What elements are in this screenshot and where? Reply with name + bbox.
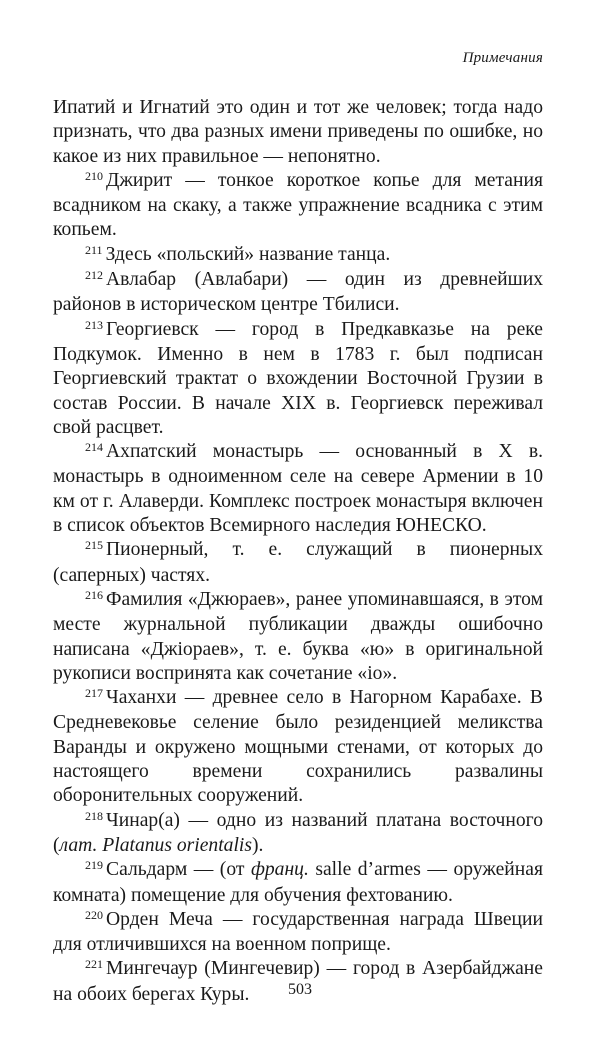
note-text: Здесь «польский» название танца. [105,243,391,265]
note-text-italic: лат. Platanus orientalis [59,834,252,856]
note-number: 218 [85,808,103,823]
page-number: 503 [288,981,312,998]
note-text: Ахпатский монастырь — основанный в X в. монастырь в одноименном селе на севере Армении в 10 км от г. Алаверди. Комплекс построек монастыря включен в список объектов Всемирного наследия ЮНЕСКО. [53,441,543,537]
note-text: Авлабар (Авлабари) — один из древнейших районов в историческом центре Тбилиси. [53,269,543,316]
note-220 [53,908,543,958]
notes-body [53,96,543,1007]
note-number: 214 [85,440,103,455]
note-216 [53,588,543,686]
note-number: 212 [85,268,103,283]
note-text: Сальдарм — (от [106,859,251,881]
note-text: Джирит — тонкое короткое копье для метания всадником на скаку, а также упражнение всадника с этим копьем. [53,169,543,241]
note-number: 211 [85,242,103,257]
note-218 [53,809,543,859]
note-text: salle d’armes — оружейная комната) помещение для обучения фехтованию. [53,859,543,906]
note-text: ). [251,834,264,856]
note-number: 221 [85,957,103,972]
note-214 [53,440,543,538]
note-continuation: Ипатий и Игнатий это один и тот же человек; тогда надо признать, что два разных имени приведены по ошибке, но какое из них правильное — непонятно. [53,97,543,167]
note-number: 213 [85,317,103,332]
note-text: Пионерный, т. е. служащий в пионерных (саперных) частях. [53,539,543,586]
note-211 [53,243,543,268]
note-213 [53,318,543,440]
note-number: 219 [85,858,103,873]
running-header: Примечания [462,50,543,66]
note-212 [53,268,543,318]
note-210 [53,169,543,243]
note-number: 216 [85,587,103,602]
note-text: Георгиевск — город в Предкавказье на реке Подкумок. Именно в нем в 1783 г. был подписан Георгиевский трактат о вхождении Восточной Грузии в состав России. В начале XIX в. Георгиевск переживал свой расцвет. [53,318,543,438]
note-text: Чаханхи — древнее село в Нагорном Карабахе. В Средневековье селение было резиденцией меликства Варанды и окружено мощными стенами, от которых до настоящего времени сохранились развалины оборонительных сооружений. [53,687,543,807]
note-text: Фамилия «Джюраев», ранее упоминавшаяся, в этом месте журнальной публикации дважды ошибочно написана «Джiораев», т. е. буква «ю» в оригинальной рукописи воспринята как сочетание «io». [53,588,543,684]
note-219 [53,858,543,908]
note-215 [53,538,543,588]
note-text: Чинар(а) — одно из названий платана восточного ( [53,809,543,856]
note-text-italic: франц. [250,859,309,881]
note-number: 220 [85,907,103,922]
note-number: 217 [85,686,103,701]
note-217 [53,686,543,808]
note-number: 210 [85,168,103,183]
note-text: Мингечаур (Мингечевир) — город в Азербайджане на обоих берегах Куры. [53,958,543,1005]
note-number: 215 [85,538,103,553]
note-text: Орден Меча — государственная награда Швеции для отличившихся на военном поприще. [53,908,543,956]
